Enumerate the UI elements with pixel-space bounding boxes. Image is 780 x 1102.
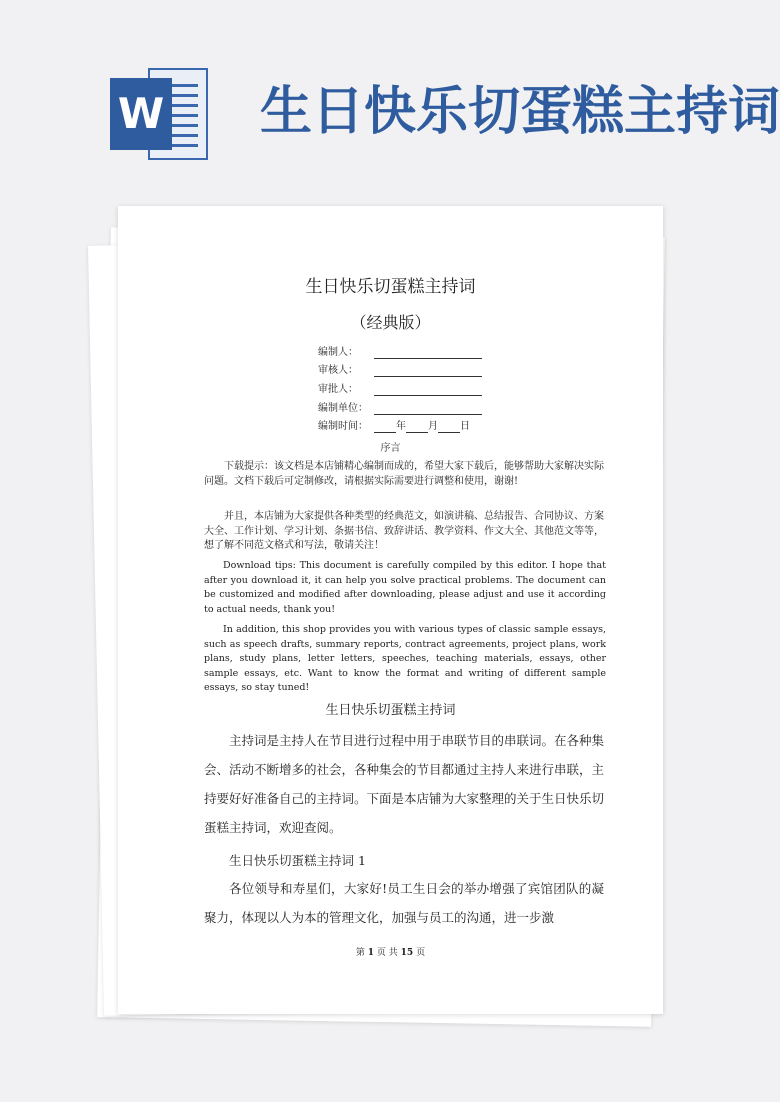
form-field-row [318, 400, 482, 417]
form-field-label: 审批人： [318, 384, 358, 395]
form-field-blank [374, 364, 482, 377]
date-row [318, 418, 470, 435]
date-year: 年 [396, 421, 406, 432]
document-subtitle: （经典版） [350, 313, 431, 332]
form-field-blank [374, 383, 482, 396]
body-paragraph: 各位领导和寿星们，大家好!员工生日会的举办增强了宾馆团队的凝聚力，体现以人为本的管理文化，加强与员工的沟通，进一步激 [204, 881, 604, 925]
date-month: 月 [428, 421, 438, 432]
notice-cn-2: 并且，本店铺为大家提供各种类型的经典范文，如演讲稿、总结报告、合同协议、方案大全、工作计划、学习计划、条据书信、致辞讲话、教学资料、作文大全、其他范文等等，想了解不同范文格式和写法，敬请关注！ [204, 511, 604, 551]
page-number [118, 945, 663, 958]
banner-title: 生日快乐切蛋糕主持词 [260, 82, 780, 142]
date-day: 日 [460, 421, 470, 432]
form-field-row [318, 344, 482, 361]
date-label: 编制时间： [318, 421, 368, 432]
section-title: 生日快乐切蛋糕主持词 [325, 703, 456, 718]
document-title: 生日快乐切蛋糕主持词 [305, 277, 476, 297]
form-field-label: 编制人： [318, 347, 358, 358]
page-number-prefix: 第 [355, 948, 365, 958]
document-page [118, 206, 663, 1014]
notice-en-1: Download tips: This document is carefully compiled by this editor. I hope that after you download it, it can help you solve practical problems. The document can be customized and modified after downloading, please adjust and use it according to actual needs, thank you! [204, 560, 606, 615]
form-field-row [318, 362, 482, 379]
page-number-current: 1 [367, 948, 375, 958]
notice-en-2: In addition, this shop provides you with various types of classic sample essays, such as speech drafts, summary reports, contract agreements, project plans, work plans, study plans, letter letters, speeches, teaching materials, essays, other sample essays, etc. Want to know the format and writing of different sample essays, so stay tuned! [204, 624, 606, 693]
date-blank [406, 420, 428, 433]
word-icon-letter: W [110, 78, 172, 150]
notice-cn-1: 下载提示：该文档是本店铺精心编制而成的，希望大家下载后，能够帮助大家解决实际问题。文档下载后可定制修改，请根据实际需要进行调整和使用，谢谢! [204, 461, 604, 487]
body-paragraph: 主持词是主持人在节目进行过程中用于串联节目的串联词。在各种集会、活动不断增多的社会，各种集会的节目都通过主持人来进行串联，主持要好好准备自己的主持词。下面是本店铺为大家整理的关于生日快乐切蛋糕主持词，欢迎查阅。 [204, 733, 605, 835]
banner [0, 0, 780, 200]
preface-heading: 序言 [380, 443, 401, 454]
date-blank [438, 420, 460, 433]
page-number-total: 15 [400, 948, 414, 958]
date-blank [374, 420, 396, 433]
form-field-label: 审核人： [318, 365, 358, 376]
form-field-row [318, 381, 482, 398]
page-number-suffix: 页 [416, 948, 426, 958]
form-field-blank [374, 402, 482, 415]
word-document-icon [110, 68, 208, 160]
body-subheading: 生日快乐切蛋糕主持词 1 [229, 853, 366, 868]
page-number-middle: 页 共 [376, 948, 398, 958]
form-field-blank [374, 346, 482, 359]
form-field-label: 编制单位： [318, 403, 368, 414]
